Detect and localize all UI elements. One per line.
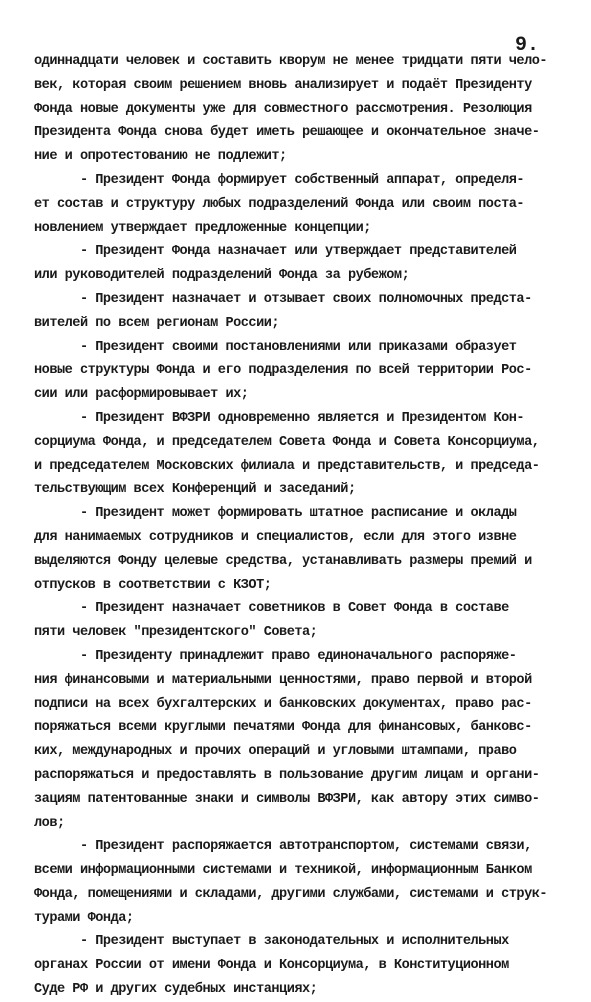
text-line: новлением утверждает предложенные концепции; [34,220,371,236]
text-line: пяти человек "президентского" Совета; [34,625,318,641]
text-line: - Президент ВФЗРИ одновременно является и Президентом Кон- [34,410,525,426]
text-line: сорциума Фонда, и председателем Совета Фонда и Совета Консорциума, [34,434,540,450]
text-line: зациям патентованные знаки и символы ВФЗРИ, как автору этих симво- [34,791,540,807]
text-line: Президента Фонда снова будет иметь решающее и окончательное значе- [34,125,540,141]
text-line: выделяются Фонду целевые средства, устанавливать размеры премий и [34,553,532,569]
text-line: органах России от имени Фонда и Консорциума, в Конституционном [34,958,509,974]
text-line: вителей по всем регионам России; [34,315,280,331]
text-line: - Президент распоряжается автотранспортом, системами связи, [34,839,532,855]
text-line: новые структуры Фонда и его подразделения по всей территории Рос- [34,363,532,379]
text-line: или руководителей подразделений Фонда за рубежом; [34,268,410,284]
text-line: для нанимаемых сотрудников и специалистов, если для этого извне [34,529,517,545]
text-line: отпусков в соответствии с КЗОТ; [34,577,272,593]
text-line: тельствующим всех Конференций и заседаний; [34,482,356,498]
text-line: ких, международных и прочих операций и угловыми штампами, право [34,744,517,760]
text-line: - Президенту принадлежит право единоначального распоряже- [34,648,517,664]
text-line: одиннадцати человек и составить кворум не менее тридцати пяти чело- [34,54,548,69]
text-line: - Президент своими постановлениями или приказами образует [34,339,517,355]
text-line: Фонда новые документы уже для совместного рассмотрения. Резолюция [34,101,532,117]
text-line: поряжаться всеми круглыми печатями Фонда для финансовых, банковс- [34,720,532,736]
text-line: и председателем Московских филиала и представительств, и председа- [34,458,540,474]
text-line: сии или расформировывает их; [34,387,249,403]
text-line: ния финансовыми и материальными ценностями, право первой и второй [34,672,532,688]
text-line: всеми информационными системами и техникой, информационным Банком [34,863,532,879]
text-line: - Президент может формировать штатное расписание и оклады [34,506,517,522]
text-line: - Президент назначает советников в Совет Фонда в составе [34,601,509,617]
text-line: распоряжаться и предоставлять в пользование другим лицам и органи- [34,767,540,783]
text-line: ние и опротестованию не подлежит; [34,149,287,165]
text-line: - Президент Фонда назначает или утверждает представителей [34,244,517,260]
text-line: лов; [34,815,65,831]
text-line: - Президент выступает в законодательных и исполнительных [34,934,509,950]
text-line: - Президент Фонда формирует собственный аппарат, определя- [34,172,525,188]
text-line: век, которая своим решением вновь анализирует и подаёт Президенту [34,77,532,93]
text-line: Суде РФ и других судебных инстанциях; [34,982,318,998]
text-line: подписи на всех бухгалтерских и банковских документах, право рас- [34,696,532,712]
text-line: турами Фонда; [34,910,134,926]
text-line: Фонда, помещениями и складами, другими службами, системами и струк- [34,886,548,902]
text-line: - Президент назначает и отзывает своих полномочных предста- [34,291,532,307]
text-line: ет состав и структуру любых подразделений Фонда или своим поста- [34,196,525,212]
page-number: 9. [515,34,540,57]
document-body [34,50,586,1002]
